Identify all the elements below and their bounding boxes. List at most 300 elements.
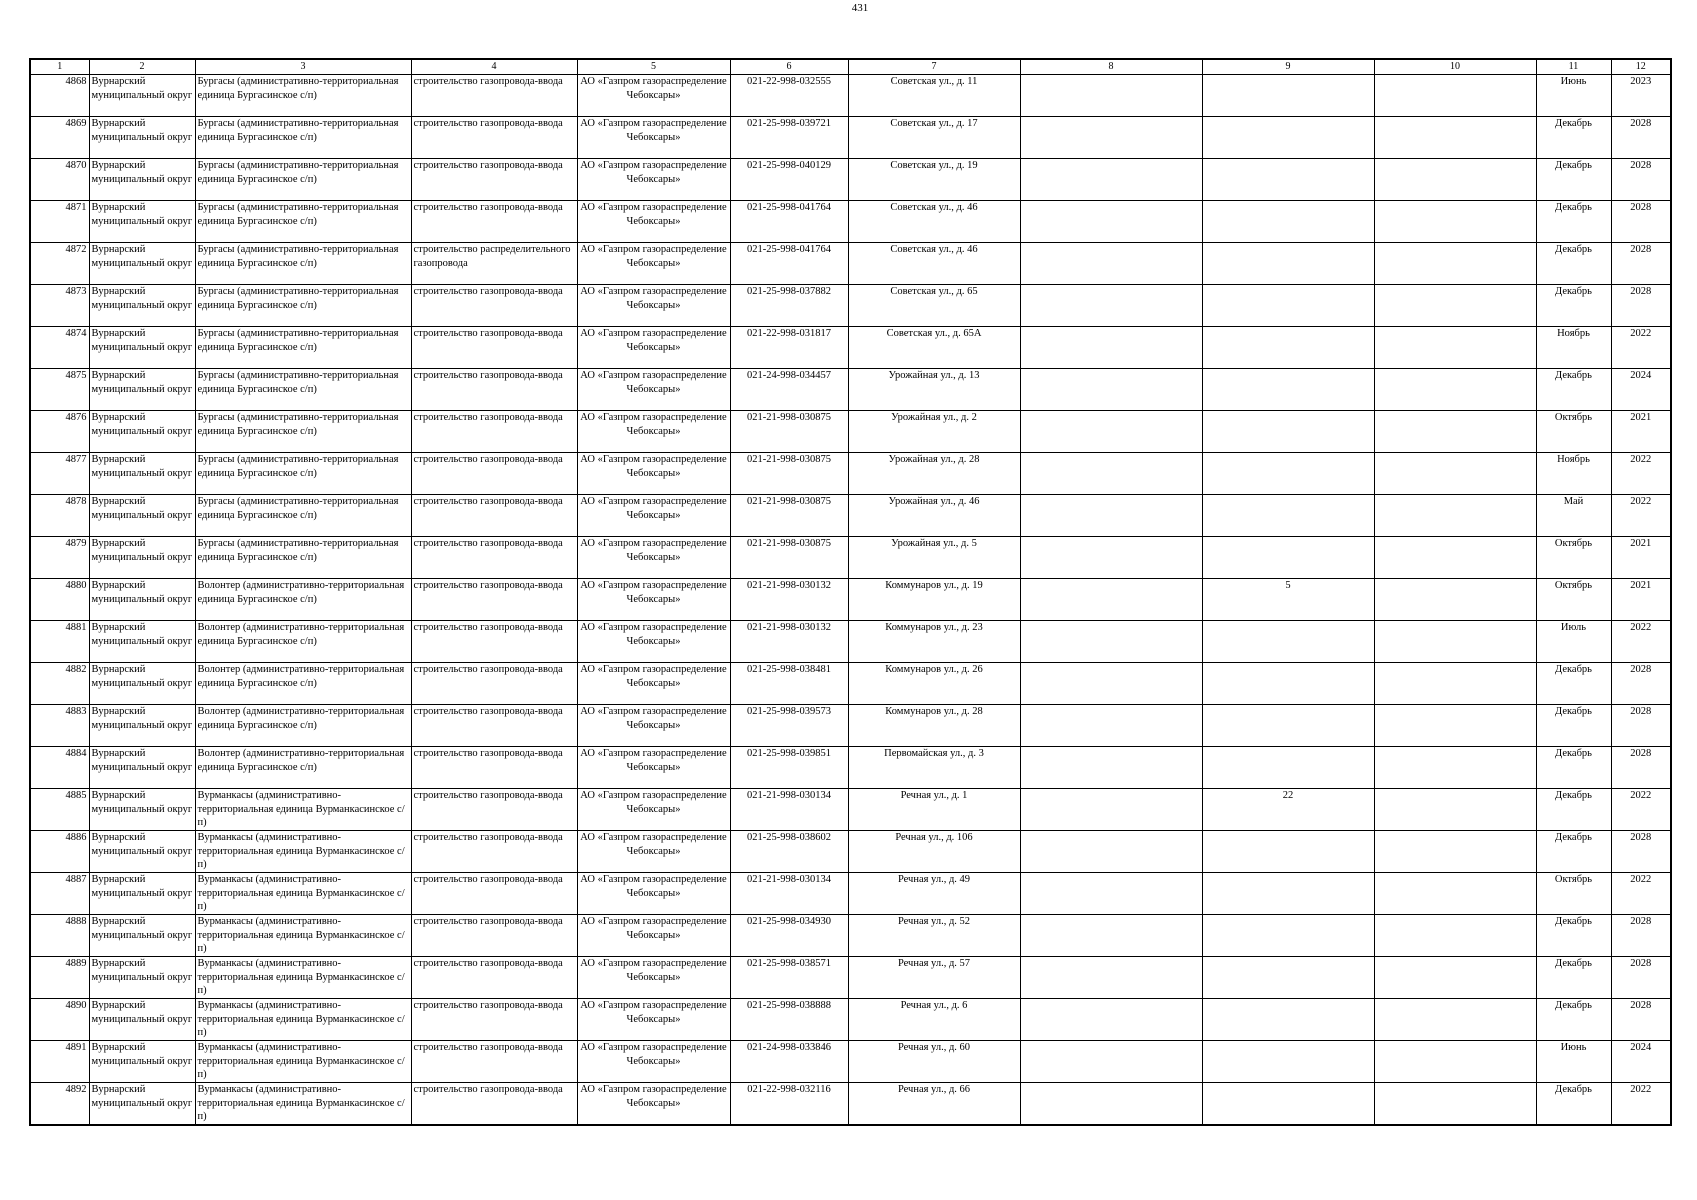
district-cell: Вурнарский муниципальный округ [89, 495, 195, 537]
year-cell: 2022 [1611, 453, 1671, 495]
work-type-cell: строительство газопровода-ввода [411, 873, 577, 915]
work-type-cell: строительство газопровода-ввода [411, 201, 577, 243]
table-row [30, 117, 1671, 159]
month-cell: Декабрь [1536, 957, 1611, 999]
district-cell: Вурнарский муниципальный округ [89, 1041, 195, 1083]
column-8-cell [1020, 999, 1202, 1041]
year-cell: 2028 [1611, 117, 1671, 159]
year-cell: 2028 [1611, 201, 1671, 243]
row-number: 4887 [30, 873, 89, 915]
year-cell: 2028 [1611, 915, 1671, 957]
settlement-cell: Бургасы (административно-территориальная единица Бургасинское с/п) [195, 495, 411, 537]
row-number: 4882 [30, 663, 89, 705]
month-cell: Июль [1536, 621, 1611, 663]
year-cell: 2028 [1611, 831, 1671, 873]
column-10-cell [1374, 1041, 1536, 1083]
organization-cell: АО «Газпром газораспределение Чебоксары» [577, 453, 730, 495]
address-cell: Коммунаров ул., д. 23 [848, 621, 1020, 663]
month-cell: Октябрь [1536, 411, 1611, 453]
column-9-cell [1202, 495, 1374, 537]
year-cell: 2028 [1611, 705, 1671, 747]
address-cell: Коммунаров ул., д. 28 [848, 705, 1020, 747]
row-number: 4883 [30, 705, 89, 747]
settlement-cell: Бургасы (административно-территориальная единица Бургасинское с/п) [195, 411, 411, 453]
address-cell: Речная ул., д. 49 [848, 873, 1020, 915]
organization-cell: АО «Газпром газораспределение Чебоксары» [577, 747, 730, 789]
work-type-cell: строительство газопровода-ввода [411, 789, 577, 831]
column-10-cell [1374, 957, 1536, 999]
code-cell: 021-24-998-033846 [730, 1041, 848, 1083]
year-cell: 2028 [1611, 957, 1671, 999]
district-cell: Вурнарский муниципальный округ [89, 915, 195, 957]
year-cell: 2021 [1611, 579, 1671, 621]
address-cell: Речная ул., д. 6 [848, 999, 1020, 1041]
settlement-cell: Бургасы (административно-территориальная единица Бургасинское с/п) [195, 159, 411, 201]
column-10-cell [1374, 831, 1536, 873]
column-8-cell [1020, 915, 1202, 957]
column-8-cell [1020, 201, 1202, 243]
year-cell: 2022 [1611, 789, 1671, 831]
year-cell: 2021 [1611, 537, 1671, 579]
year-cell: 2024 [1611, 1041, 1671, 1083]
month-cell: Декабрь [1536, 663, 1611, 705]
column-8-cell [1020, 327, 1202, 369]
column-10-cell [1374, 705, 1536, 747]
row-number: 4884 [30, 747, 89, 789]
work-type-cell: строительство газопровода-ввода [411, 957, 577, 999]
table-row [30, 831, 1671, 873]
settlement-cell: Волонтер (административно-территориальная единица Бургасинское с/п) [195, 621, 411, 663]
row-number: 4889 [30, 957, 89, 999]
year-cell: 2028 [1611, 285, 1671, 327]
work-type-cell: строительство газопровода-ввода [411, 1041, 577, 1083]
column-9-cell [1202, 159, 1374, 201]
row-number: 4868 [30, 75, 89, 117]
address-cell: Советская ул., д. 46 [848, 201, 1020, 243]
column-header-2: 2 [89, 59, 195, 75]
column-header-9: 9 [1202, 59, 1374, 75]
work-type-cell: строительство газопровода-ввода [411, 663, 577, 705]
address-cell: Советская ул., д. 65А [848, 327, 1020, 369]
code-cell: 021-21-998-030132 [730, 579, 848, 621]
column-9-cell [1202, 1041, 1374, 1083]
address-cell: Коммунаров ул., д. 19 [848, 579, 1020, 621]
district-cell: Вурнарский муниципальный округ [89, 201, 195, 243]
settlement-cell: Бургасы (административно-территориальная единица Бургасинское с/п) [195, 201, 411, 243]
column-10-cell [1374, 243, 1536, 285]
month-cell: Декабрь [1536, 159, 1611, 201]
month-cell: Декабрь [1536, 1083, 1611, 1126]
column-9-cell: 5 [1202, 579, 1374, 621]
column-header-4: 4 [411, 59, 577, 75]
work-type-cell: строительство газопровода-ввода [411, 285, 577, 327]
code-cell: 021-25-998-039721 [730, 117, 848, 159]
column-8-cell [1020, 159, 1202, 201]
district-cell: Вурнарский муниципальный округ [89, 579, 195, 621]
column-10-cell [1374, 453, 1536, 495]
code-cell: 021-21-998-030134 [730, 789, 848, 831]
month-cell: Октябрь [1536, 537, 1611, 579]
code-cell: 021-25-998-040129 [730, 159, 848, 201]
settlement-cell: Вурманкасы (административно-территориальная единица Вурманкасинское с/п) [195, 915, 411, 957]
column-10-cell [1374, 411, 1536, 453]
organization-cell: АО «Газпром газораспределение Чебоксары» [577, 831, 730, 873]
month-cell: Декабрь [1536, 831, 1611, 873]
district-cell: Вурнарский муниципальный округ [89, 453, 195, 495]
column-8-cell [1020, 411, 1202, 453]
work-type-cell: строительство газопровода-ввода [411, 537, 577, 579]
organization-cell: АО «Газпром газораспределение Чебоксары» [577, 705, 730, 747]
work-type-cell: строительство газопровода-ввода [411, 411, 577, 453]
column-8-cell [1020, 579, 1202, 621]
column-9-cell [1202, 831, 1374, 873]
row-number: 4871 [30, 201, 89, 243]
column-8-cell [1020, 747, 1202, 789]
column-10-cell [1374, 327, 1536, 369]
column-8-cell [1020, 243, 1202, 285]
settlement-cell: Волонтер (административно-территориальная единица Бургасинское с/п) [195, 579, 411, 621]
address-cell: Советская ул., д. 17 [848, 117, 1020, 159]
organization-cell: АО «Газпром газораспределение Чебоксары» [577, 243, 730, 285]
code-cell: 021-24-998-034457 [730, 369, 848, 411]
month-cell: Декабрь [1536, 285, 1611, 327]
organization-cell: АО «Газпром газораспределение Чебоксары» [577, 537, 730, 579]
table-row [30, 285, 1671, 327]
district-cell: Вурнарский муниципальный округ [89, 369, 195, 411]
address-cell: Речная ул., д. 60 [848, 1041, 1020, 1083]
row-number: 4880 [30, 579, 89, 621]
organization-cell: АО «Газпром газораспределение Чебоксары» [577, 999, 730, 1041]
column-9-cell [1202, 327, 1374, 369]
settlement-cell: Волонтер (административно-территориальная единица Бургасинское с/п) [195, 663, 411, 705]
month-cell: Декабрь [1536, 999, 1611, 1041]
settlement-cell: Вурманкасы (административно-территориальная единица Вурманкасинское с/п) [195, 789, 411, 831]
column-10-cell [1374, 369, 1536, 411]
column-10-cell [1374, 747, 1536, 789]
column-header-3: 3 [195, 59, 411, 75]
table-row [30, 327, 1671, 369]
code-cell: 021-25-998-038571 [730, 957, 848, 999]
row-number: 4878 [30, 495, 89, 537]
code-cell: 021-22-998-032555 [730, 75, 848, 117]
column-10-cell [1374, 873, 1536, 915]
month-cell: Декабрь [1536, 915, 1611, 957]
settlement-cell: Бургасы (административно-территориальная единица Бургасинское с/п) [195, 117, 411, 159]
settlement-cell: Бургасы (административно-территориальная единица Бургасинское с/п) [195, 453, 411, 495]
address-cell: Первомайская ул., д. 3 [848, 747, 1020, 789]
settlement-cell: Вурманкасы (административно-территориальная единица Вурманкасинское с/п) [195, 873, 411, 915]
work-type-cell: строительство газопровода-ввода [411, 747, 577, 789]
column-header-5: 5 [577, 59, 730, 75]
column-10-cell [1374, 285, 1536, 327]
code-cell: 021-25-998-038888 [730, 999, 848, 1041]
page-number: 431 [851, 2, 869, 14]
row-number: 4869 [30, 117, 89, 159]
column-header-8: 8 [1020, 59, 1202, 75]
year-cell: 2024 [1611, 369, 1671, 411]
gas-connection-table [29, 58, 1672, 1126]
address-cell: Речная ул., д. 52 [848, 915, 1020, 957]
organization-cell: АО «Газпром газораспределение Чебоксары» [577, 1083, 730, 1126]
work-type-cell: строительство газопровода-ввода [411, 117, 577, 159]
settlement-cell: Бургасы (административно-территориальная единица Бургасинское с/п) [195, 369, 411, 411]
address-cell: Урожайная ул., д. 5 [848, 537, 1020, 579]
row-number: 4870 [30, 159, 89, 201]
row-number: 4879 [30, 537, 89, 579]
column-8-cell [1020, 621, 1202, 663]
month-cell: Декабрь [1536, 747, 1611, 789]
month-cell: Ноябрь [1536, 453, 1611, 495]
address-cell: Урожайная ул., д. 46 [848, 495, 1020, 537]
code-cell: 021-25-998-037882 [730, 285, 848, 327]
table-row [30, 789, 1671, 831]
year-cell: 2022 [1611, 621, 1671, 663]
column-9-cell [1202, 201, 1374, 243]
work-type-cell: строительство газопровода-ввода [411, 1083, 577, 1126]
code-cell: 021-21-998-030875 [730, 537, 848, 579]
table-body [30, 75, 1671, 1126]
table-row [30, 411, 1671, 453]
district-cell: Вурнарский муниципальный округ [89, 831, 195, 873]
column-8-cell [1020, 705, 1202, 747]
column-9-cell [1202, 537, 1374, 579]
organization-cell: АО «Газпром газораспределение Чебоксары» [577, 1041, 730, 1083]
district-cell: Вурнарский муниципальный округ [89, 705, 195, 747]
code-cell: 021-22-998-031817 [730, 327, 848, 369]
code-cell: 021-25-998-038602 [730, 831, 848, 873]
month-cell: Декабрь [1536, 705, 1611, 747]
settlement-cell: Бургасы (административно-территориальная единица Бургасинское с/п) [195, 243, 411, 285]
column-9-cell [1202, 75, 1374, 117]
district-cell: Вурнарский муниципальный округ [89, 621, 195, 663]
work-type-cell: строительство газопровода-ввода [411, 999, 577, 1041]
work-type-cell: строительство газопровода-ввода [411, 621, 577, 663]
row-number: 4891 [30, 1041, 89, 1083]
column-9-cell [1202, 1083, 1374, 1126]
code-cell: 021-21-998-030134 [730, 873, 848, 915]
address-cell: Урожайная ул., д. 28 [848, 453, 1020, 495]
row-number: 4885 [30, 789, 89, 831]
column-header-12: 12 [1611, 59, 1671, 75]
column-8-cell [1020, 1083, 1202, 1126]
code-cell: 021-25-998-039851 [730, 747, 848, 789]
work-type-cell: строительство газопровода-ввода [411, 705, 577, 747]
table-row [30, 621, 1671, 663]
district-cell: Вурнарский муниципальный округ [89, 663, 195, 705]
month-cell: Декабрь [1536, 201, 1611, 243]
row-number: 4886 [30, 831, 89, 873]
table-row [30, 201, 1671, 243]
row-number: 4874 [30, 327, 89, 369]
organization-cell: АО «Газпром газораспределение Чебоксары» [577, 327, 730, 369]
organization-cell: АО «Газпром газораспределение Чебоксары» [577, 369, 730, 411]
year-cell: 2022 [1611, 327, 1671, 369]
code-cell: 021-21-998-030132 [730, 621, 848, 663]
organization-cell: АО «Газпром газораспределение Чебоксары» [577, 75, 730, 117]
year-cell: 2028 [1611, 747, 1671, 789]
column-9-cell [1202, 411, 1374, 453]
work-type-cell: строительство газопровода-ввода [411, 159, 577, 201]
column-10-cell [1374, 201, 1536, 243]
column-10-cell [1374, 75, 1536, 117]
district-cell: Вурнарский муниципальный округ [89, 327, 195, 369]
organization-cell: АО «Газпром газораспределение Чебоксары» [577, 159, 730, 201]
year-cell: 2022 [1611, 495, 1671, 537]
table-row [30, 537, 1671, 579]
address-cell: Речная ул., д. 106 [848, 831, 1020, 873]
month-cell: Октябрь [1536, 579, 1611, 621]
district-cell: Вурнарский муниципальный округ [89, 285, 195, 327]
column-10-cell [1374, 999, 1536, 1041]
organization-cell: АО «Газпром газораспределение Чебоксары» [577, 621, 730, 663]
organization-cell: АО «Газпром газораспределение Чебоксары» [577, 957, 730, 999]
district-cell: Вурнарский муниципальный округ [89, 873, 195, 915]
address-cell: Советская ул., д. 65 [848, 285, 1020, 327]
row-number: 4872 [30, 243, 89, 285]
district-cell: Вурнарский муниципальный округ [89, 75, 195, 117]
settlement-cell: Вурманкасы (административно-территориальная единица Вурманкасинское с/п) [195, 831, 411, 873]
row-number: 4892 [30, 1083, 89, 1126]
column-8-cell [1020, 369, 1202, 411]
column-header-1: 1 [30, 59, 89, 75]
code-cell: 021-25-998-034930 [730, 915, 848, 957]
address-cell: Советская ул., д. 19 [848, 159, 1020, 201]
month-cell: Декабрь [1536, 369, 1611, 411]
work-type-cell: строительство газопровода-ввода [411, 579, 577, 621]
settlement-cell: Бургасы (административно-территориальная единица Бургасинское с/п) [195, 75, 411, 117]
year-cell: 2022 [1611, 1083, 1671, 1126]
organization-cell: АО «Газпром газораспределение Чебоксары» [577, 201, 730, 243]
work-type-cell: строительство газопровода-ввода [411, 75, 577, 117]
work-type-cell: строительство газопровода-ввода [411, 915, 577, 957]
column-9-cell [1202, 957, 1374, 999]
table-row [30, 1083, 1671, 1126]
column-8-cell [1020, 495, 1202, 537]
month-cell: Ноябрь [1536, 327, 1611, 369]
code-cell: 021-21-998-030875 [730, 411, 848, 453]
column-10-cell [1374, 159, 1536, 201]
table-row [30, 369, 1671, 411]
column-9-cell: 22 [1202, 789, 1374, 831]
code-cell: 021-25-998-039573 [730, 705, 848, 747]
work-type-cell: строительство газопровода-ввода [411, 327, 577, 369]
table-row [30, 1041, 1671, 1083]
column-9-cell [1202, 663, 1374, 705]
column-10-cell [1374, 915, 1536, 957]
work-type-cell: строительство газопровода-ввода [411, 453, 577, 495]
district-cell: Вурнарский муниципальный округ [89, 159, 195, 201]
column-8-cell [1020, 957, 1202, 999]
settlement-cell: Бургасы (административно-территориальная единица Бургасинское с/п) [195, 327, 411, 369]
column-9-cell [1202, 915, 1374, 957]
column-10-cell [1374, 663, 1536, 705]
column-9-cell [1202, 747, 1374, 789]
month-cell: Октябрь [1536, 873, 1611, 915]
code-cell: 021-22-998-032116 [730, 1083, 848, 1126]
table-row [30, 243, 1671, 285]
code-cell: 021-25-998-041764 [730, 201, 848, 243]
year-cell: 2028 [1611, 663, 1671, 705]
row-number: 4888 [30, 915, 89, 957]
column-8-cell [1020, 831, 1202, 873]
column-header-11: 11 [1536, 59, 1611, 75]
column-8-cell [1020, 1041, 1202, 1083]
year-cell: 2028 [1611, 159, 1671, 201]
address-cell: Речная ул., д. 1 [848, 789, 1020, 831]
district-cell: Вурнарский муниципальный округ [89, 243, 195, 285]
code-cell: 021-25-998-041764 [730, 243, 848, 285]
column-header-10: 10 [1374, 59, 1536, 75]
settlement-cell: Волонтер (административно-территориальная единица Бургасинское с/п) [195, 705, 411, 747]
code-cell: 021-25-998-038481 [730, 663, 848, 705]
column-8-cell [1020, 117, 1202, 159]
column-10-cell [1374, 1083, 1536, 1126]
table-row [30, 453, 1671, 495]
column-10-cell [1374, 789, 1536, 831]
column-10-cell [1374, 621, 1536, 663]
organization-cell: АО «Газпром газораспределение Чебоксары» [577, 495, 730, 537]
column-9-cell [1202, 999, 1374, 1041]
table-row [30, 705, 1671, 747]
organization-cell: АО «Газпром газораспределение Чебоксары» [577, 873, 730, 915]
organization-cell: АО «Газпром газораспределение Чебоксары» [577, 285, 730, 327]
table-row [30, 957, 1671, 999]
district-cell: Вурнарский муниципальный округ [89, 789, 195, 831]
address-cell: Коммунаров ул., д. 26 [848, 663, 1020, 705]
row-number: 4877 [30, 453, 89, 495]
column-8-cell [1020, 453, 1202, 495]
work-type-cell: строительство распределительного газопровода [411, 243, 577, 285]
table-row [30, 747, 1671, 789]
settlement-cell: Вурманкасы (административно-территориальная единица Вурманкасинское с/п) [195, 999, 411, 1041]
settlement-cell: Вурманкасы (административно-территориальная единица Вурманкасинское с/п) [195, 1083, 411, 1126]
table-row [30, 999, 1671, 1041]
month-cell: Июнь [1536, 75, 1611, 117]
district-cell: Вурнарский муниципальный округ [89, 747, 195, 789]
table-row [30, 579, 1671, 621]
year-cell: 2022 [1611, 873, 1671, 915]
column-9-cell [1202, 705, 1374, 747]
district-cell: Вурнарский муниципальный округ [89, 957, 195, 999]
code-cell: 021-21-998-030875 [730, 495, 848, 537]
month-cell: Май [1536, 495, 1611, 537]
year-cell: 2028 [1611, 243, 1671, 285]
work-type-cell: строительство газопровода-ввода [411, 831, 577, 873]
column-10-cell [1374, 537, 1536, 579]
settlement-cell: Вурманкасы (административно-территориальная единица Вурманкасинское с/п) [195, 1041, 411, 1083]
column-8-cell [1020, 537, 1202, 579]
settlement-cell: Волонтер (административно-территориальная единица Бургасинское с/п) [195, 747, 411, 789]
column-8-cell [1020, 285, 1202, 327]
month-cell: Июнь [1536, 1041, 1611, 1083]
column-8-cell [1020, 789, 1202, 831]
table-row [30, 159, 1671, 201]
row-number: 4875 [30, 369, 89, 411]
district-cell: Вурнарский муниципальный округ [89, 1083, 195, 1126]
district-cell: Вурнарский муниципальный округ [89, 999, 195, 1041]
column-8-cell [1020, 873, 1202, 915]
organization-cell: АО «Газпром газораспределение Чебоксары» [577, 117, 730, 159]
column-8-cell [1020, 663, 1202, 705]
code-cell: 021-21-998-030875 [730, 453, 848, 495]
row-number: 4876 [30, 411, 89, 453]
row-number: 4890 [30, 999, 89, 1041]
organization-cell: АО «Газпром газораспределение Чебоксары» [577, 411, 730, 453]
settlement-cell: Бургасы (административно-территориальная единица Бургасинское с/п) [195, 537, 411, 579]
month-cell: Декабрь [1536, 243, 1611, 285]
column-9-cell [1202, 873, 1374, 915]
address-cell: Советская ул., д. 11 [848, 75, 1020, 117]
